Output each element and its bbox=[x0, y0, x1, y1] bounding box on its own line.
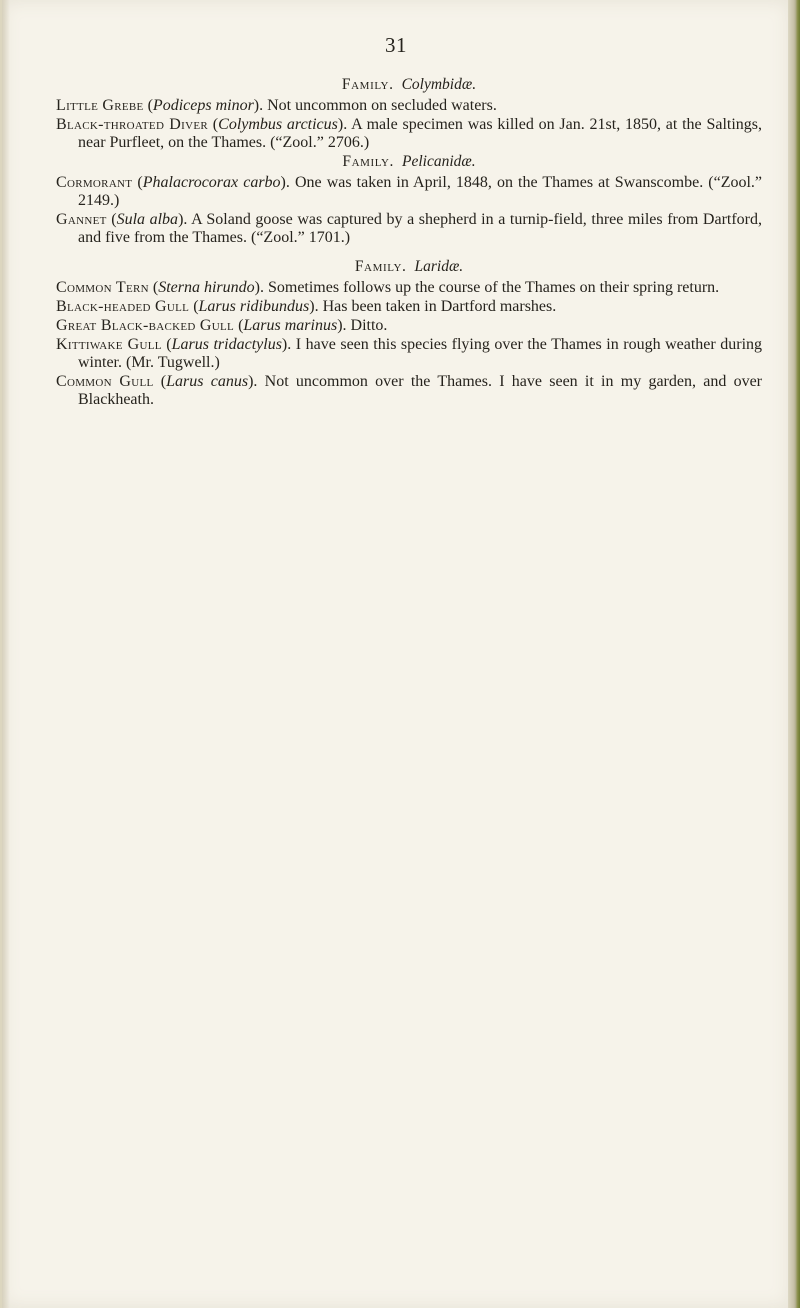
entry-text: A Soland goose was captured by a shepherd in a turnip-field, three miles from Dartford, and five from the Thames. (“Zool.” 1701.) bbox=[78, 211, 763, 246]
latin-name: Larus ridibundus bbox=[198, 298, 310, 315]
page-gutter-shadow bbox=[2, 0, 10, 1308]
entry-gannet: Gannet (Sula alba). A Soland goose was captured by a shepherd in a turnip-field, three miles from Dartford, and five from the Thames. (“Zool.” 1701.) bbox=[56, 211, 763, 246]
family-label: Family. bbox=[341, 76, 394, 93]
entry-black-headed-gull: Black-headed Gull (Larus ridibundus). Has been taken in Dartford marshes. bbox=[56, 298, 557, 315]
entry-cormorant: Cormorant (Phalacrocorax carbo). One was taken in April, 1848, on the Thames at Swanscombe. (“Zool.” 2149.) bbox=[56, 174, 763, 209]
entry-common-tern: Common Tern (Sterna hirundo). Sometimes follows up the course of the Thames on their spring return. bbox=[56, 279, 720, 296]
family-name: Laridæ. bbox=[414, 258, 464, 275]
family-heading-colymbidae bbox=[56, 76, 762, 94]
family-heading-pelicanidae bbox=[56, 153, 762, 171]
page-content bbox=[56, 76, 762, 410]
latin-name: Colymbus arcticus bbox=[218, 116, 338, 133]
book-page bbox=[2, 0, 790, 1308]
family-name: Pelicanidæ. bbox=[402, 153, 476, 170]
entry-text: Not uncommon over the Thames. I have seen it in my garden, and over Blackheath. bbox=[78, 373, 763, 408]
latin-name: Larus marinus bbox=[243, 317, 338, 334]
entry-text: I have seen this species flying over the Thames in rough weather during winter. (Mr. Tugwell.) bbox=[78, 336, 763, 371]
latin-name: Larus canus bbox=[166, 373, 249, 390]
species-name: Great Black-backed Gull bbox=[56, 317, 235, 334]
species-name: Kittiwake Gull bbox=[56, 336, 162, 353]
latin-name: Phalacrocorax carbo bbox=[142, 174, 281, 191]
latin-name: Podiceps minor bbox=[152, 97, 254, 114]
entry-text: Ditto. bbox=[350, 317, 388, 334]
entry-text: Sometimes follows up the course of the Thames on their spring return. bbox=[267, 279, 720, 296]
latin-name: Sterna hirundo bbox=[158, 279, 255, 296]
entry-great-black-backed-gull: Great Black-backed Gull (Larus marinus). Ditto. bbox=[56, 317, 388, 334]
entry-black-throated-diver: Black-throated Diver (Colymbus arcticus). A male specimen was killed on Jan. 21st, 1850, at the Saltings, near Purfleet, on the Thames. (“Zool.” 2706.) bbox=[56, 116, 763, 151]
species-name: Black-headed Gull bbox=[56, 298, 190, 315]
entry-text: Has been taken in Dartford marshes. bbox=[322, 298, 557, 315]
family-label: Family. bbox=[342, 153, 395, 170]
family-heading-laridae bbox=[56, 258, 762, 276]
entry-common-gull: Common Gull (Larus canus). Not uncommon over the Thames. I have seen it in my garden, and over Blackheath. bbox=[56, 373, 763, 408]
entry-text: A male specimen was killed on Jan. 21st, 1850, at the Saltings, near Purfleet, on the Thames. (“Zool.” 2706.) bbox=[78, 116, 763, 151]
latin-name: Larus tridactylus bbox=[171, 336, 282, 353]
entry-text: One was taken in April, 1848, on the Thames at Swanscombe. (“Zool.” 2149.) bbox=[78, 174, 763, 209]
species-name: Black-throated Diver bbox=[56, 116, 209, 133]
entry-text: Not uncommon on secluded waters. bbox=[267, 97, 497, 114]
page-number: 31 bbox=[385, 33, 407, 57]
species-name: Cormorant bbox=[56, 174, 133, 191]
entry-kittiwake-gull: Kittiwake Gull (Larus tridactylus). I have seen this species flying over the Thames in rough weather during winter. (Mr. Tugwell.) bbox=[56, 336, 763, 371]
page-edge-binding bbox=[788, 0, 800, 1308]
latin-name: Sula alba bbox=[116, 211, 179, 228]
species-name: Common Gull bbox=[56, 373, 154, 390]
species-name: Common Tern bbox=[56, 279, 149, 296]
family-name: Colymbidæ. bbox=[401, 76, 477, 93]
species-name: Gannet bbox=[56, 211, 107, 228]
species-name: Little Grebe bbox=[56, 97, 144, 114]
entry-little-grebe: Little Grebe (Podiceps minor). Not uncommon on secluded waters. bbox=[56, 97, 497, 114]
family-label: Family. bbox=[354, 258, 407, 275]
